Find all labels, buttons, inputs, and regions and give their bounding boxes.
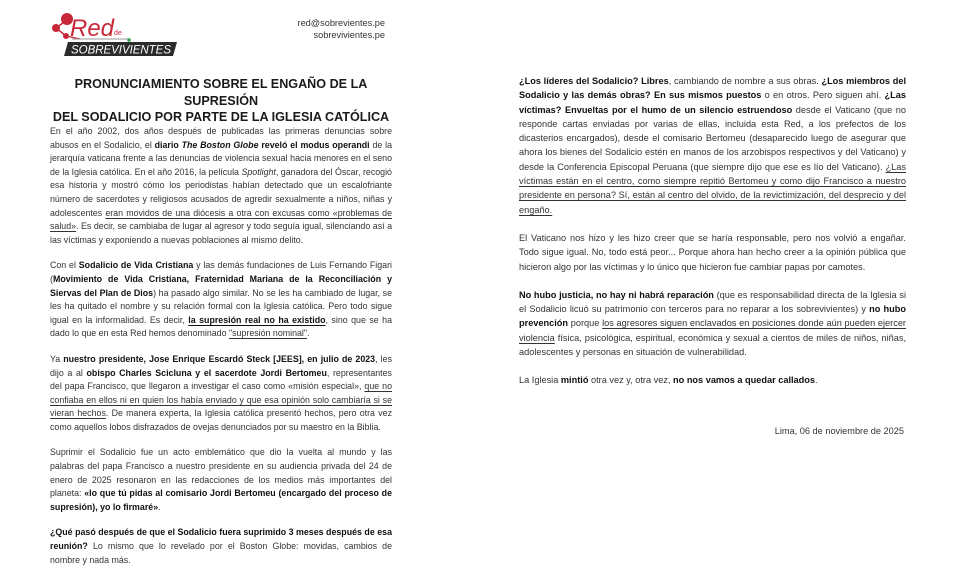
right-column-body [519, 74, 906, 402]
paragraph-presidente-jees: Ya nuestro presidente, Jose Enrique Escardó Steck [JEES], en julio de 2023, les dijo a al obispo Charles Scicluna y el sacerdote Jordi Bertomeu, representantes del papa Francisco, que llegaron a investigar el caso como «misión especial», que no confiaba en ellos ni en quien los había enviado y que esa opinión solo cambiaría si se vieran hechos. De manera experta, la Iglesia católica presentó hechos, pero otra vez como aquellos lobos disfrazados de ovejas denunciados por su maestro en la Biblia. [50, 353, 392, 432]
document-page-1 [0, 0, 440, 584]
contact-website: sobrevivientes.pe [313, 30, 385, 40]
place-date-signoff: Lima, 06 de noviembre de 2025 [774, 426, 904, 436]
paragraph-justicia: No hubo justicia, no hay ni habrá reparación (que es responsabilidad directa de la Iglesia si el Sodalicio licuó su patrimonio con terceros para no reparar a los sobrevivientes) y no hubo prevención porque los agresores siguen enclavados en posiciones donde aún pueden ejercer violencia física, psicológica, espiritual, económica y sexual a cientos de miles de niños, niñas, adolescentes y personas en situación de vulnerabilidad. [519, 289, 906, 358]
contact-email: red@sobrevientes.pe [297, 18, 385, 28]
left-column-body [50, 125, 392, 579]
svg-text:SOBREVIVIENTES: SOBREVIVIENTES [71, 44, 171, 57]
title-line-2: DEL SODALICIO POR PARTE DE LA IGLESIA CATÓLICA [52, 110, 390, 124]
paragraph-que-paso: ¿Qué pasó después de que el Sodalicio fuera suprimido 3 meses después de esa reunión? Lo mismo que lo revelado por el Boston Globe: movidas, cambios de nombre y nada más. [50, 527, 392, 565]
paragraph-boston-globe: En el año 2002, dos años después de publicadas las primeras denuncias sobre abusos en el Sodalicio, el diario The Boston Globe reveló el modus operandi de la jerarquía vaticana frente a las denuncias de violencia sexual hacia menores en el seno de la Iglesia católica. En el año 2016, la película Spotlight, ganadora del Óscar, recogió esa historia y mostró cómo los periodistas habían detectado que un escalofriante número de sacerdotes y religiosos acusados de agredir sexualmente a niños, niñas y adolescentes eran movidos de una diócesis a otra con excusas como «problemas de salud». Es decir, se cambiaba de lugar al agresor y todo seguía igual, silenciando así a las víctimas y exponiendo a nuevas poblaciones al mismo delito. [50, 126, 393, 245]
svg-text:de: de [114, 30, 122, 37]
contact-info [298, 17, 385, 41]
paragraph-vaticano: El Vaticano nos hizo y les hizo creer que se haría responsable, pero nos volvió a engañar. Todo sigue igual. No, todo está peor... Porque ahora han hecho creer a la opinión pública que hicieron algo por las víctimas y lo único que hicieron fue cambiar papas por camotes. [519, 232, 906, 272]
red-de-sobrevivientes-logo [50, 12, 180, 58]
paragraph-iglesia-mintio: La Iglesia mintió otra vez y, otra vez, no nos vamos a quedar callados. [519, 375, 818, 386]
logo-graphic [50, 12, 180, 58]
paragraph-sodalicio-vida-cristiana: Con el Sodalicio de Vida Cristiana y las demás fundaciones de Luis Fernando Figari (Movimiento de Vida Cristiana, Fraternidad Mariana de la Reconciliación y Siervas del Plan de Dios) ha pasado algo similar. No se les ha cambiado de lugar, se les ha quitado el nombre y su relación formal con la Iglesia católica. Pero todo sigue igual en la informalidad. Es decir, la supresión real no ha existido, sino que se ha dado lo que en esta Red hemos denominado "supresión nominal". [50, 260, 392, 339]
page-title [40, 76, 402, 126]
paragraph-suprimir-sodalicio: Suprimir el Sodalicio fue un acto emblemático que dio la vuelta al mundo y las palabras del papa Francisco a nuestro presidente en su audiencia privada del 24 de enero de 2025 resonaron en las redacciones de los medios más importantes del planeta: «lo que tú pidas al comisario Jordi Bertomeu (encargado del proceso de supresión), yo lo firmaré». [50, 447, 392, 512]
paragraph-lideres: ¿Los líderes del Sodalicio? Libres, cambiando de nombre a sus obras. ¿Los miembros del Sodalicio y las demás obras? En sus mismos puestos o en otros. Pero siguen ahí. ¿Las víctimas? Envueltas por el humo de un silencio estruendoso desde el Vaticano (que no responde cartas enviadas por varias de ellas, incluida esta Red, a los prefectos de los dicasterios encargados), desde el comisario Bertomeu (desaparecido luego de asegurar que ahora los bienes del Sodalicio estén en manos de los arzobispos respectivos y del Vaticano) y desde la Conferencia Episcopal Peruana (que siempre dijo que ese es lío del Vaticano). ¿Las víctimas están en el centro, como siempre repitió Bertomeu y como dijo Francisco a nuestro presidente en persona? Sí, están al centro del olvido, de la revictimización, del desprecio y del engaño. [519, 76, 906, 215]
title-line-1: PRONUNCIAMIENTO SOBRE EL ENGAÑO DE LA SUPRESIÓN [74, 77, 368, 108]
svg-text:Red: Red [70, 15, 115, 42]
